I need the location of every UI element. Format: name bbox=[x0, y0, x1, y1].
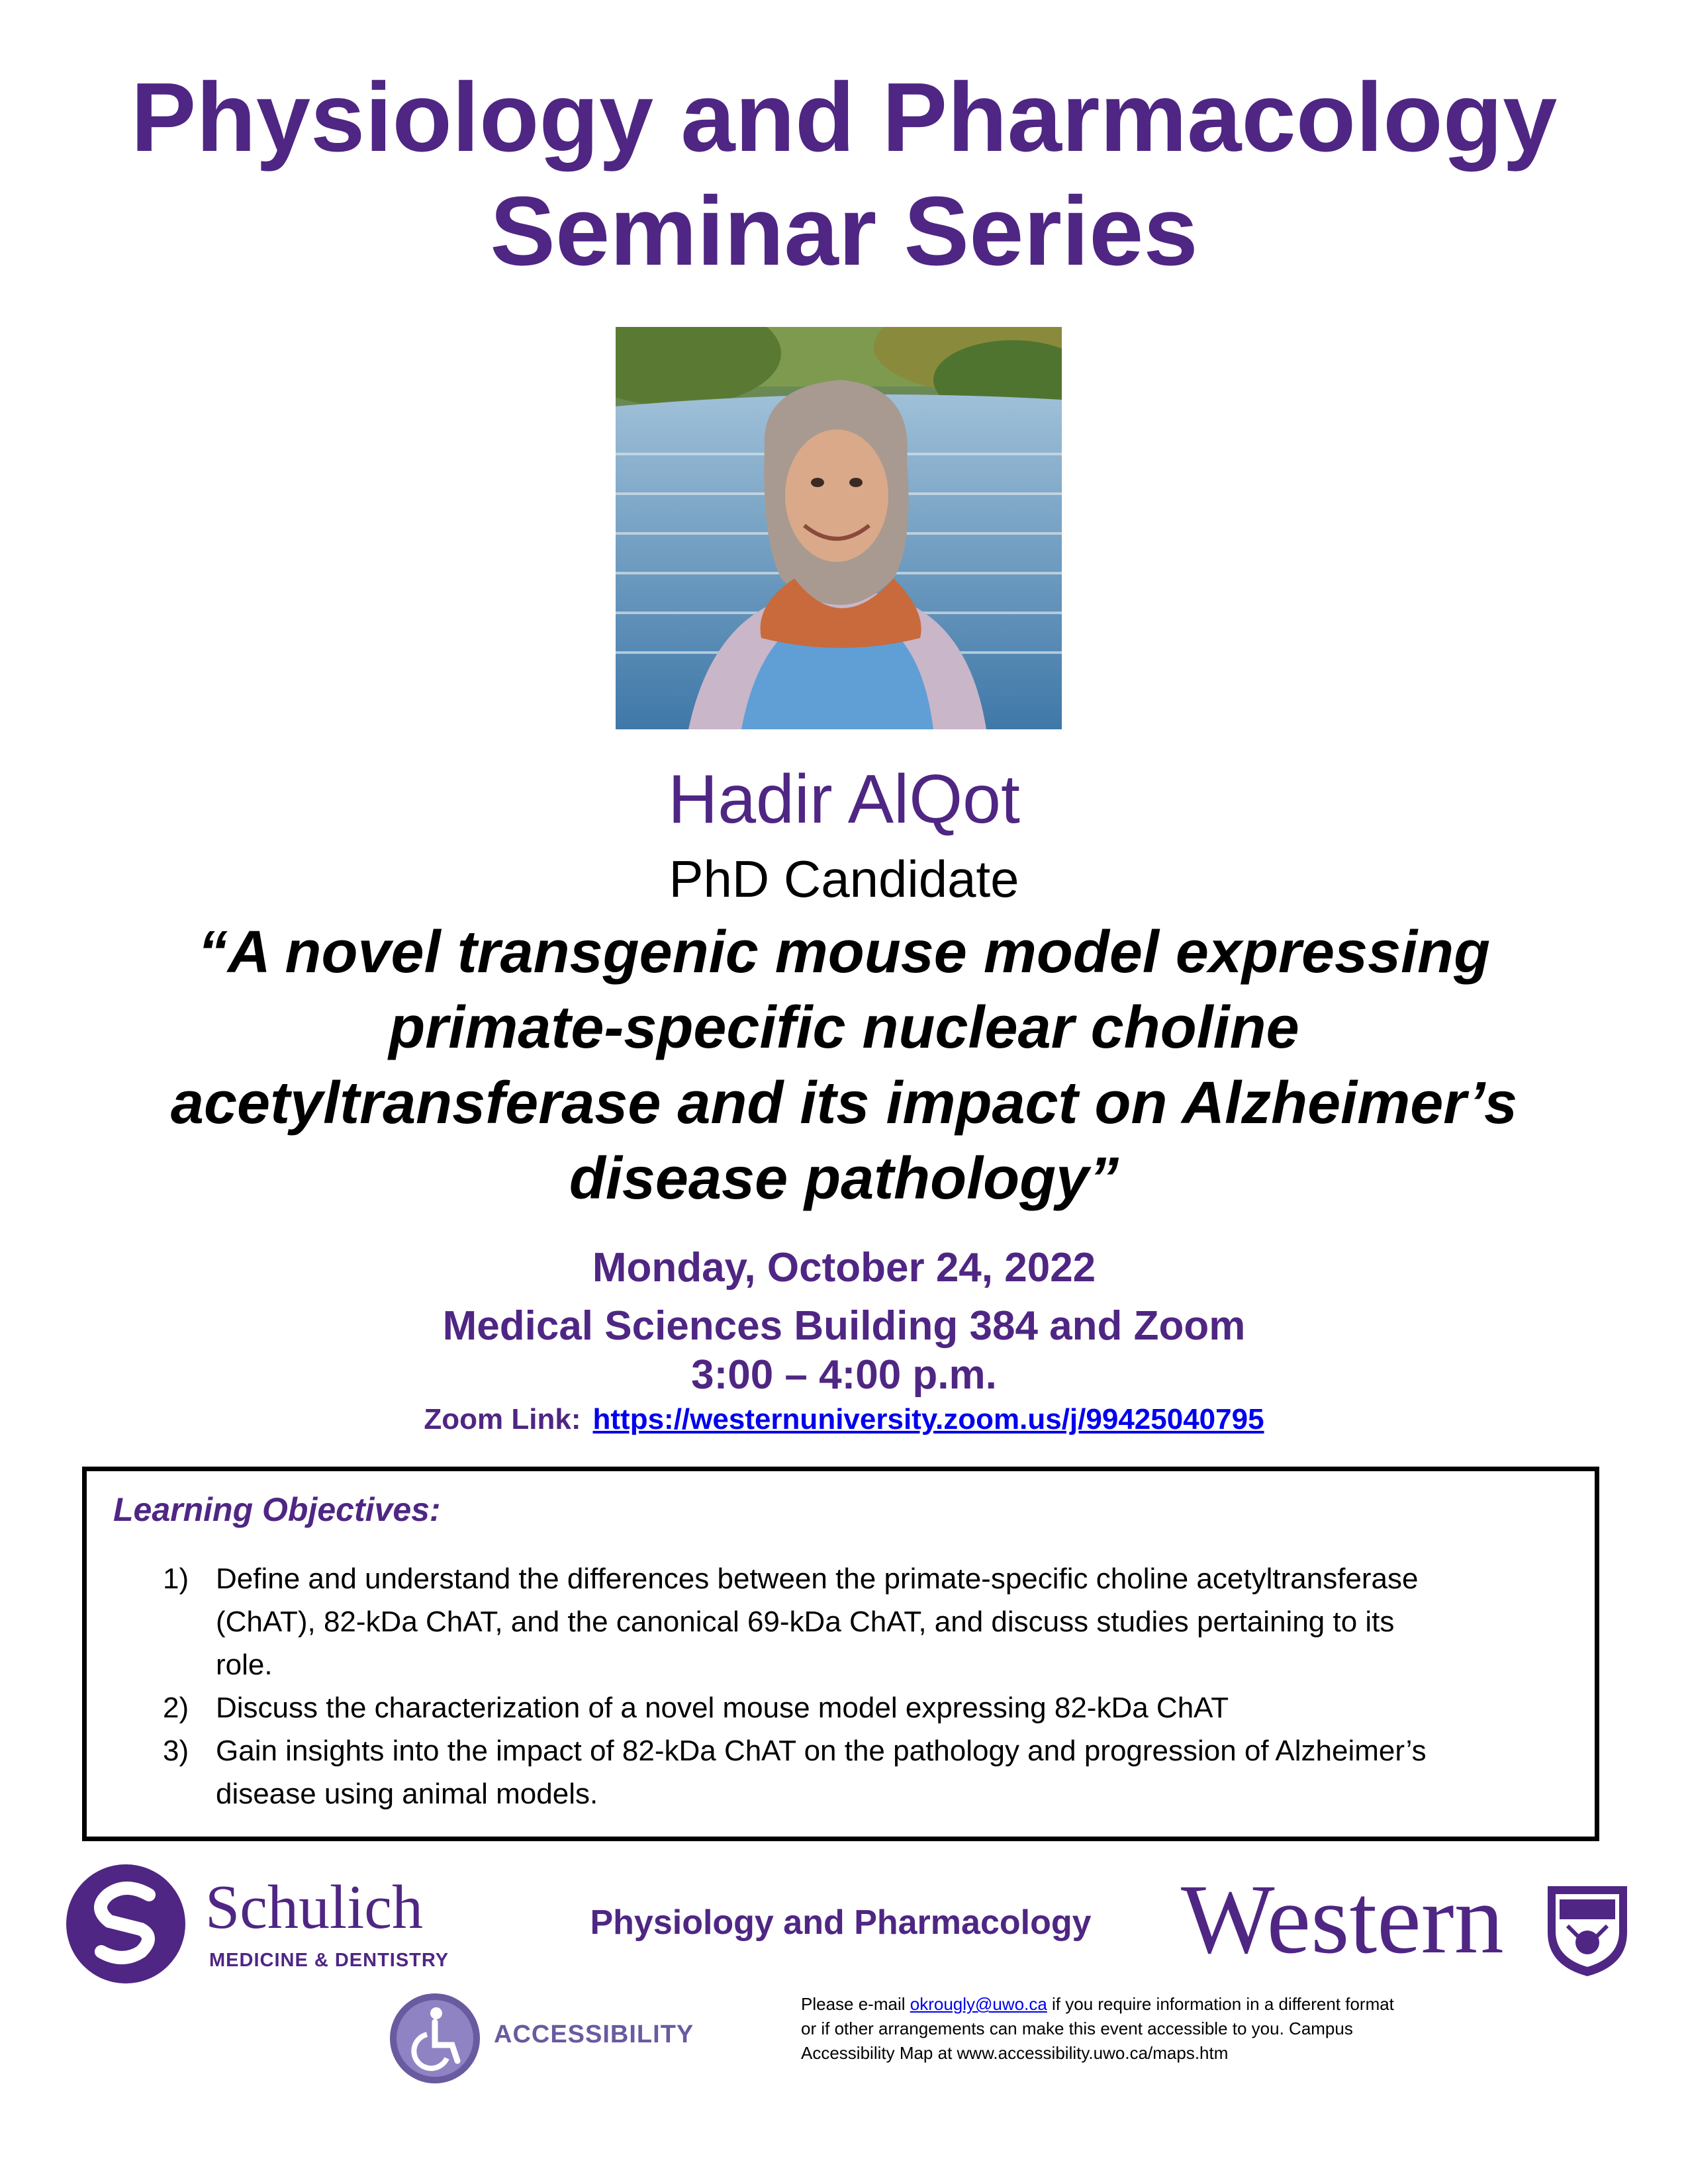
objective-item-1 bbox=[163, 1557, 1579, 1686]
event-location: Medical Sciences Building 384 and Zoom bbox=[442, 1303, 1246, 1349]
accessibility-wheelchair-icon bbox=[389, 1992, 481, 2085]
objective-line: Discuss the characterization of a novel mouse model expressing 82-kDa ChAT bbox=[216, 1692, 1229, 1724]
note-line1 bbox=[801, 1992, 1483, 2017]
schulich-logo-icon bbox=[63, 1863, 189, 1985]
objective-item-3 bbox=[163, 1729, 1579, 1815]
note-prefix: Please e-mail bbox=[801, 1994, 910, 2014]
schulich-subtitle: MEDICINE & DENTISTRY bbox=[209, 1950, 449, 1971]
objective-line: disease using animal models. bbox=[216, 1778, 598, 1810]
objective-line: Define and understand the differences between the primate-specific choline acetyltransferase bbox=[216, 1563, 1419, 1595]
department-name: Physiology and Pharmacology bbox=[590, 1903, 1092, 1942]
talk-title-line1: “A novel transgenic mouse model expressing bbox=[197, 919, 1491, 985]
zoom-link[interactable]: https://westernuniversity.zoom.us/j/99425040795 bbox=[592, 1403, 1264, 1435]
western-wordmark: Western bbox=[1181, 1864, 1504, 1974]
talk-title bbox=[66, 915, 1622, 1216]
objective-line: (ChAT), 82-kDa ChAT, and the canonical 69-kDa ChAT, and discuss studies pertaining to its bbox=[216, 1606, 1395, 1638]
page-title-line2: Seminar Series bbox=[490, 177, 1198, 286]
talk-title-line3: acetyltransferase and its impact on Alzheimer’s bbox=[170, 1070, 1518, 1136]
speaker-role: PhD Candidate bbox=[669, 850, 1019, 908]
zoom-label: Zoom Link: bbox=[424, 1403, 581, 1435]
objective-number: 1) bbox=[163, 1563, 189, 1595]
talk-title-line4: disease pathology” bbox=[569, 1146, 1119, 1212]
note-line1-rest: if you require information in a different format bbox=[1047, 1994, 1394, 2014]
note-line2: or if other arrangements can make this event accessible to you. Campus bbox=[801, 2019, 1353, 2038]
objective-item-2 bbox=[163, 1686, 1579, 1729]
talk-title-line2: primate-specific nuclear choline bbox=[389, 995, 1299, 1061]
note-line3: Accessibility Map at www.accessibility.uwo.ca/maps.htm bbox=[801, 2043, 1229, 2063]
event-time: 3:00 – 4:00 p.m. bbox=[691, 1352, 997, 1398]
accessibility-label: ACCESSIBILITY bbox=[494, 2021, 694, 2048]
speaker-name: Hadir AlQot bbox=[668, 761, 1020, 838]
learning-objectives-box bbox=[82, 1467, 1599, 1841]
objective-number: 3) bbox=[163, 1735, 189, 1767]
objective-line: Gain insights into the impact of 82-kDa ChAT on the pathology and progression of Alzheimer’s bbox=[216, 1735, 1427, 1767]
objective-number: 2) bbox=[163, 1692, 189, 1724]
objectives-heading: Learning Objectives: bbox=[113, 1491, 441, 1528]
western-crest-icon bbox=[1541, 1880, 1634, 1979]
event-date: Monday, October 24, 2022 bbox=[592, 1245, 1096, 1291]
objective-line: role. bbox=[216, 1649, 273, 1681]
objectives-list bbox=[163, 1557, 1579, 1815]
accessibility-note bbox=[801, 1992, 1483, 2066]
schulich-name: Schulich bbox=[205, 1873, 423, 1942]
speaker-photo bbox=[616, 327, 1062, 729]
contact-email-link[interactable]: okrougly@uwo.ca bbox=[910, 1994, 1047, 2014]
zoom-info bbox=[0, 1400, 1688, 1439]
page-title-line1: Physiology and Pharmacology bbox=[130, 63, 1558, 172]
